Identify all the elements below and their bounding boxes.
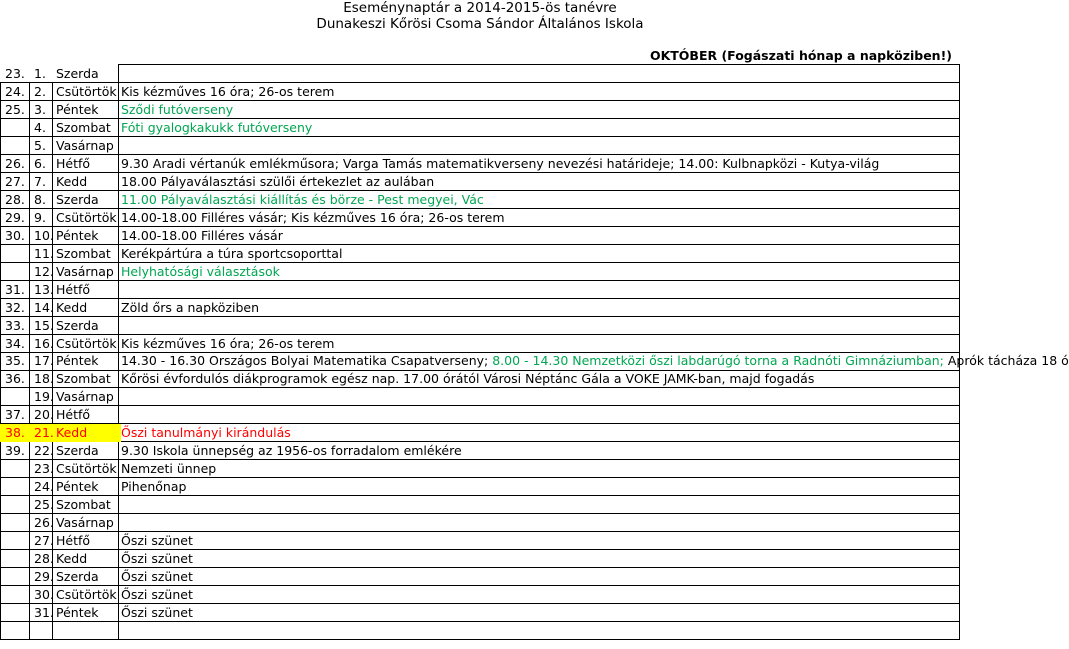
day-number: 23. bbox=[34, 461, 54, 477]
weekday-name: Szerda bbox=[56, 191, 99, 207]
weekday-name: Szerda bbox=[56, 569, 99, 585]
event-text: Kis kézműves 16 óra; 26-os terem bbox=[121, 335, 335, 351]
weekday-name: Csütörtök bbox=[56, 83, 117, 99]
week-number: 24. bbox=[5, 83, 25, 99]
day-number: 8. bbox=[34, 191, 46, 207]
day-number: 1. bbox=[34, 65, 46, 81]
month-heading-row bbox=[0, 47, 960, 65]
event-text bbox=[121, 352, 1069, 370]
table-row bbox=[0, 370, 960, 388]
weekday-name: Péntek bbox=[56, 479, 99, 495]
weekday-name: Csütörtök bbox=[56, 587, 117, 603]
day-number: 16. bbox=[34, 335, 54, 351]
table-row bbox=[0, 137, 960, 155]
day-number: 14. bbox=[34, 299, 54, 315]
week-number: 33. bbox=[5, 317, 25, 333]
weekday-name: Kedd bbox=[56, 299, 88, 315]
table-row bbox=[0, 155, 960, 173]
week-number: 34. bbox=[5, 335, 25, 351]
event-text: Nemzeti ünnep bbox=[121, 461, 217, 477]
table-row bbox=[0, 478, 960, 496]
weekday-name: Vasárnap bbox=[56, 515, 114, 531]
event-text-part: 8.00 - 14.30 Nemzetközi őszi labdarúgó torna a Radnóti Gimnáziumban; bbox=[492, 353, 948, 369]
event-text: Őszi szünet bbox=[121, 605, 193, 621]
table-row bbox=[0, 263, 960, 281]
day-number: 28. bbox=[34, 551, 54, 567]
day-number: 10. bbox=[34, 227, 54, 243]
day-number: 21. bbox=[34, 425, 54, 441]
day-number: 25. bbox=[34, 497, 54, 513]
document-title: Eseménynaptár a 2014-2015-ös tanévre bbox=[343, 0, 617, 16]
day-number: 3. bbox=[34, 101, 46, 117]
day-number: 17. bbox=[34, 353, 54, 369]
weekday-name: Szerda bbox=[56, 65, 99, 81]
weekday-name: Vasárnap bbox=[56, 389, 114, 405]
event-text: Őszi szünet bbox=[121, 569, 193, 585]
weekday-name: Péntek bbox=[56, 353, 99, 369]
week-number: 25. bbox=[5, 101, 25, 117]
weekday-name: Péntek bbox=[56, 227, 99, 243]
day-number: 27. bbox=[34, 533, 54, 549]
table-row bbox=[0, 281, 960, 299]
weekday-name: Hétfő bbox=[56, 155, 91, 171]
day-number: 11. bbox=[34, 245, 54, 261]
week-number: 28. bbox=[5, 191, 25, 207]
event-text: 14.00-18.00 Filléres vásár bbox=[121, 227, 283, 243]
event-text: Őszi szünet bbox=[121, 587, 193, 603]
weekday-name: Hétfő bbox=[56, 281, 91, 297]
event-text: 9.30 Aradi vértanúk emlékműsora; Varga Tamás matematikverseny nevezési határideje; 14.00: Kulbnapközi - Kutya-világ bbox=[121, 155, 880, 171]
table-row bbox=[0, 317, 960, 335]
row-divider bbox=[0, 639, 960, 640]
weekday-name: Kedd bbox=[56, 425, 88, 441]
event-text: Pihenőnap bbox=[121, 479, 187, 495]
table-row bbox=[0, 388, 960, 406]
day-number: 22. bbox=[34, 443, 54, 459]
event-text: Őszi szünet bbox=[121, 551, 193, 567]
event-text: Zöld őrs a napköziben bbox=[121, 299, 260, 315]
week-number: 36. bbox=[5, 371, 25, 387]
table-row bbox=[0, 299, 960, 317]
day-number: 6. bbox=[34, 155, 46, 171]
day-number: 7. bbox=[34, 173, 46, 189]
event-text: 11.00 Pályaválasztási kiállítás és börze - Pest megyei, Vác bbox=[121, 191, 484, 207]
event-text: 9.30 Iskola ünnepség az 1956-os forradalom emlékére bbox=[121, 443, 462, 459]
table-row bbox=[0, 191, 960, 209]
day-number: 31. bbox=[34, 605, 54, 621]
table-row bbox=[0, 424, 291, 442]
weekday-name: Vasárnap bbox=[56, 137, 114, 153]
week-number: 35. bbox=[5, 353, 25, 369]
weekday-name: Csütörtök bbox=[56, 461, 117, 477]
weekday-name: Hétfő bbox=[56, 407, 91, 423]
table-row bbox=[0, 173, 960, 191]
event-text: Sződi futóverseny bbox=[121, 101, 234, 117]
table-row bbox=[0, 550, 960, 568]
weekday-name: Kedd bbox=[56, 173, 88, 189]
event-text: Kerékpártúra a túra sportcsoporttal bbox=[121, 245, 343, 261]
table-row bbox=[0, 532, 960, 550]
table-row bbox=[0, 119, 960, 137]
day-number: 24. bbox=[34, 479, 54, 495]
table-row bbox=[0, 352, 1069, 370]
table-row bbox=[0, 460, 960, 478]
event-text: Őszi tanulmányi kirándulás bbox=[121, 425, 291, 441]
weekday-name: Csütörtök bbox=[56, 209, 117, 225]
event-text: 18.00 Pályaválasztási szülői értekezlet az aulában bbox=[121, 173, 435, 189]
event-text: 14.00-18.00 Filléres vásár; Kis kézműves 16 óra; 26-os terem bbox=[121, 209, 505, 225]
table-row bbox=[0, 514, 960, 532]
table-row bbox=[0, 209, 960, 227]
table-row bbox=[0, 604, 960, 622]
weekday-name: Szombat bbox=[56, 497, 111, 513]
week-number: 30. bbox=[5, 227, 25, 243]
event-text: Őszi szünet bbox=[121, 533, 193, 549]
table-row bbox=[0, 568, 960, 586]
day-number: 18. bbox=[34, 371, 54, 387]
week-number: 27. bbox=[5, 173, 25, 189]
weekday-name: Szombat bbox=[56, 371, 111, 387]
table-row bbox=[0, 406, 960, 424]
week-number: 39. bbox=[5, 443, 25, 459]
day-number: 15. bbox=[34, 317, 54, 333]
day-number: 30. bbox=[34, 587, 54, 603]
weekday-name: Szombat bbox=[56, 119, 111, 135]
weekday-name: Csütörtök bbox=[56, 335, 117, 351]
week-number: 38. bbox=[5, 425, 25, 441]
day-number: 13. bbox=[34, 281, 54, 297]
event-text: Kőrösi évfordulós diákprogramok egész nap. 17.00 órától Városi Néptánc Gála a VOKE JAMK-ban, majd fogadás bbox=[121, 371, 815, 387]
weekday-name: Szombat bbox=[56, 245, 111, 261]
day-number: 9. bbox=[34, 209, 46, 225]
table-row bbox=[0, 496, 960, 514]
day-number: 12. bbox=[34, 263, 54, 279]
table-row bbox=[0, 335, 960, 353]
weekday-name: Kedd bbox=[56, 551, 88, 567]
event-text-part: 14.30 - 16.30 Országos Bolyai Matematika Csapatverseny; bbox=[121, 353, 493, 369]
week-number: 37. bbox=[5, 407, 25, 423]
week-number: 23. bbox=[5, 65, 25, 81]
day-number: 4. bbox=[34, 119, 46, 135]
table-row bbox=[0, 227, 960, 245]
day-number: 2. bbox=[34, 83, 46, 99]
day-number: 20. bbox=[34, 407, 54, 423]
day-number: 19. bbox=[34, 389, 54, 405]
event-text: Kis kézműves 16 óra; 26-os terem bbox=[121, 83, 335, 99]
weekday-name: Szerda bbox=[56, 317, 99, 333]
weekday-name: Hétfő bbox=[56, 533, 91, 549]
event-text: Fóti gyalogkakukk futóverseny bbox=[121, 119, 313, 135]
table-row bbox=[0, 83, 960, 101]
day-number: 29. bbox=[34, 569, 54, 585]
week-number: 31. bbox=[5, 281, 25, 297]
table-row bbox=[0, 442, 960, 460]
event-text: Helyhatósági választások bbox=[121, 263, 280, 279]
day-number: 26. bbox=[34, 515, 54, 531]
table-row bbox=[0, 65, 960, 83]
week-number: 29. bbox=[5, 209, 25, 225]
calendar-rows bbox=[0, 48, 1069, 622]
month-heading: OKTÓBER (Fogászati hónap a napköziben!) bbox=[649, 48, 952, 63]
table-row bbox=[0, 245, 960, 263]
table-row bbox=[0, 586, 960, 604]
weekday-name: Péntek bbox=[56, 101, 99, 117]
week-number: 32. bbox=[5, 299, 25, 315]
weekday-name: Péntek bbox=[56, 605, 99, 621]
day-number: 5. bbox=[34, 137, 46, 153]
weekday-name: Szerda bbox=[56, 443, 99, 459]
table-row bbox=[0, 101, 960, 119]
school-name: Dunakeszi Kőrösi Csoma Sándor Általános Iskola bbox=[316, 16, 644, 32]
weekday-name: Vasárnap bbox=[56, 263, 114, 279]
event-text-part: Aprók tácháza 18 ó bbox=[947, 353, 1069, 369]
week-number: 26. bbox=[5, 155, 25, 171]
